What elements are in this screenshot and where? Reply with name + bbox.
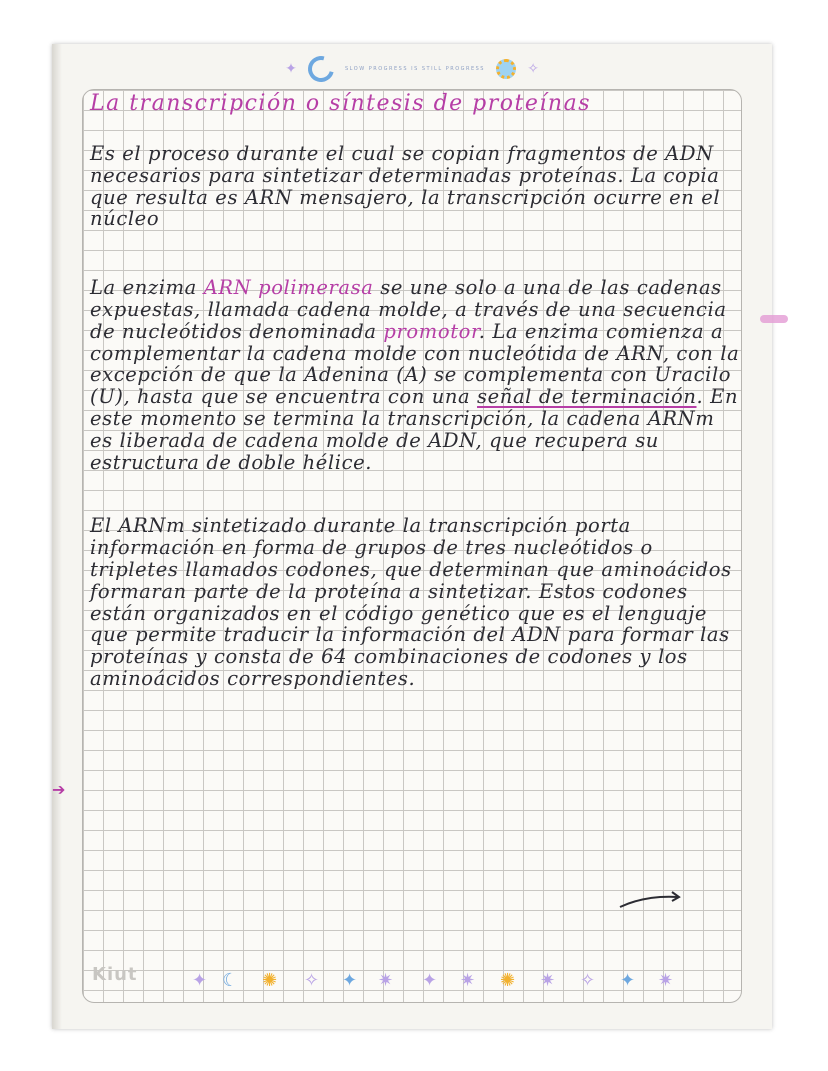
highlight-term: promotor xyxy=(383,319,479,343)
sparkle-icon: ✦ xyxy=(342,970,358,991)
sun-icon: ✺ xyxy=(500,970,516,991)
sparkle-icon: ✷ xyxy=(378,970,394,991)
paragraph-2 xyxy=(90,277,740,473)
page-footer xyxy=(82,962,742,1002)
sun-icon: ✺ xyxy=(262,970,278,991)
page-header xyxy=(52,56,772,82)
moon-icon: ☾ xyxy=(222,970,239,991)
sparkle-icon: ✦ xyxy=(285,61,297,77)
paragraph-2-text: . La enzima comienza a complementar la cadena molde con nucleótida de ARN, con la excepción de que la Adenina (A) se complementa con Uracilo (U), hasta que se encuentra con una xyxy=(90,319,740,409)
note-text xyxy=(90,91,740,690)
notebook-page xyxy=(52,44,772,1029)
sparkle-icon: ✷ xyxy=(540,970,556,991)
moon-icon xyxy=(303,51,339,87)
brand-logo: Kiut xyxy=(92,964,138,985)
sparkle-icon: ✧ xyxy=(304,970,320,991)
paragraph-1: Es el proceso durante el cual se copian fragmentos de ADN necesarios para sintetizar determinadas proteínas. La copia que resulta es ARN mensajero, la transcripción ocurre en el núcleo xyxy=(90,142,721,231)
sparkle-icon: ✦ xyxy=(192,970,208,991)
paragraph-3: El ARNm sintetizado durante la transcripción porta información en forma de grupos de tres nucleótidos o tripletes llamados codones, que determinan que aminoácidos formaran parte de la proteína a sintetizar. Estos codones están organizados en el código genético que es el lenguaje que permite traducir la información del ADN para formar las proteínas y consta de 64 combinaciones de codones y los aminoácidos correspondientes. xyxy=(90,514,732,690)
page-binding xyxy=(52,44,62,1029)
paragraph-2-text: La enzima xyxy=(90,276,204,300)
underlined-term: señal de terminación xyxy=(477,385,697,409)
sparkle-icon: ✦ xyxy=(620,970,636,991)
pink-marker xyxy=(760,315,788,323)
margin-arrow-icon: ➔ xyxy=(52,780,66,799)
arrow-icon xyxy=(616,889,686,913)
sparkle-icon: ✧ xyxy=(527,61,539,77)
sparkle-icon: ✷ xyxy=(658,970,674,991)
highlight-term: ARN polimerasa xyxy=(203,276,374,300)
note-title: La transcripción o síntesis de proteínas xyxy=(90,91,591,116)
sparkle-icon: ✦ xyxy=(422,970,438,991)
sparkle-icon: ✧ xyxy=(580,970,596,991)
sun-icon xyxy=(496,59,516,79)
paragraph-2-text: . En este momento se termina la transcripción, la cadena ARNm es liberada de cadena molde de ADN, que recupera su estructura de doble hélice. xyxy=(90,385,739,474)
sparkle-icon: ✷ xyxy=(460,970,476,991)
paragraph-2-text: se une solo a una de las cadenas expuestas, llamada cadena molde, a través de una secuencia de nucleótidos denominada xyxy=(90,276,727,343)
header-motto: SLOW PROGRESS IS STILL PROGRESS xyxy=(344,66,485,72)
